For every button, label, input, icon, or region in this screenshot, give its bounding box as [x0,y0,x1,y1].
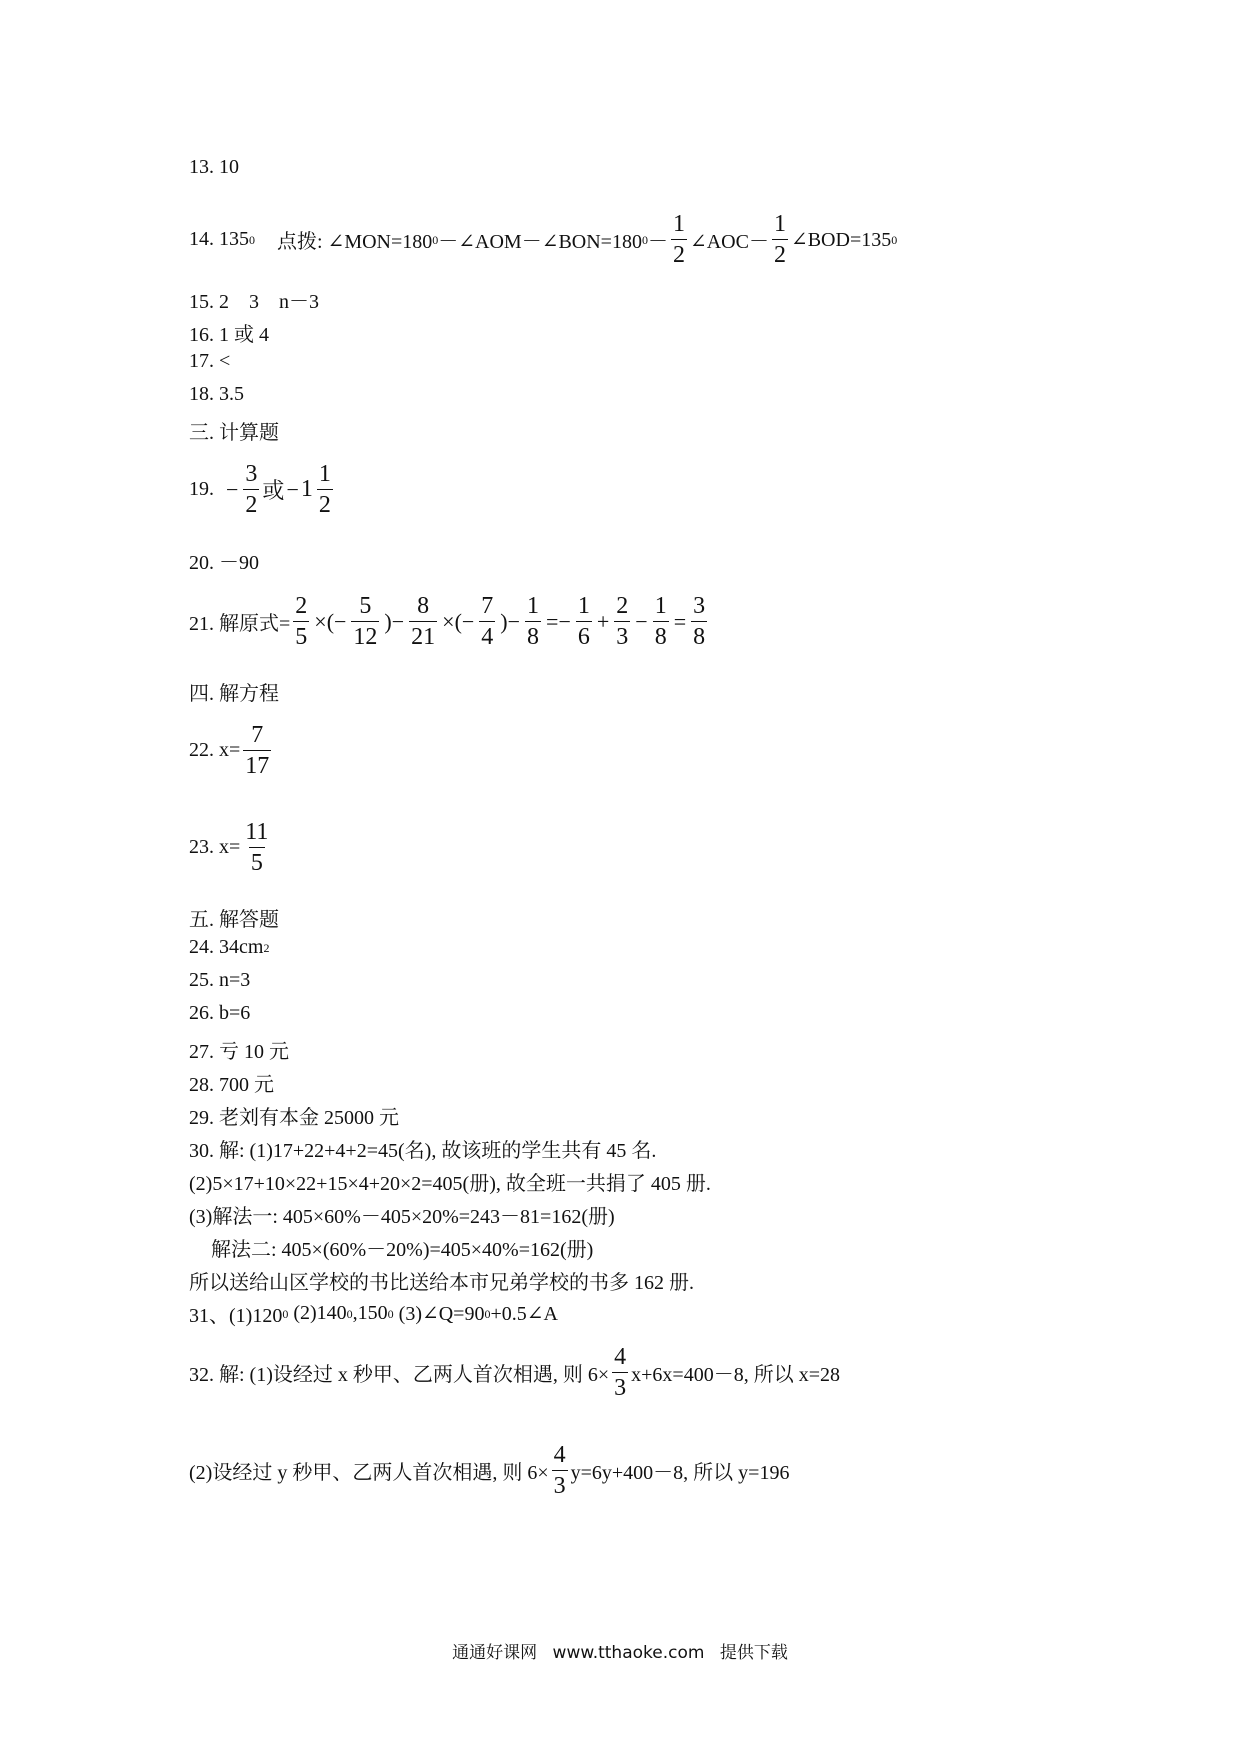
section-heading-3: 三. 计算题 [189,422,279,444]
answer-30-line-4: 解法二: 405×(60%－20%)=405×40%=162(册) [211,1239,594,1261]
answer-17: 17. < [189,350,231,372]
answer-20: 20. －90 [189,552,259,574]
answer-24: 24. 34cm 2 [189,936,270,958]
fraction: $\frac{3}{2}$ [245,461,258,518]
fraction: $\frac{1}{2}$ [773,211,786,268]
answer-32-part-1: 32. 解: (1)设经过 x 秒甲、乙两人首次相遇, 则 6× $\frac{4}{3}$ x+6x=400－8, 所以 x=28 [189,1344,840,1401]
mixed-number: 1 $\frac{1}{2}$ [300,461,331,518]
fraction: $\frac{1}{2}$ [672,211,685,268]
answer-16: 16. 1 或 4 [189,324,269,346]
answer-18: 18. 3.5 [189,383,244,405]
answer-26: 26. b=6 [189,1002,251,1024]
answer-14: 14. 135 0 点拨: ∠MON=180 0 －∠AOM－∠BON=180 0 － $\frac{1}{2}$ ∠AOC－ $\frac{1}{2}$ ∠BOD=135 0 [189,211,898,268]
footer-site-name: 通通好课网 [452,1643,538,1663]
section-heading-4: 四. 解方程 [189,683,279,705]
answer-27: 27. 亏 10 元 [189,1041,289,1063]
answer-30-line-2: (2)5×17+10×22+15×4+20×2=405(册), 故全班一共捐了 405 册. [189,1173,711,1195]
answer-21: 21. 解原式= $\frac{2}{5}$ ×(− $\frac{5}{12}$ )− $\frac{8}{21}$ ×(− $\frac{7}{4}$ )− $\frac{1}{8}$ =− $\frac{1}{6}$ + $\frac{2}{3}$ − $\frac{1}{8}$ = $\frac{3}{8}$ [189,593,706,650]
answer-30-line-3: (3)解法一: 405×60%－405×20%=243－81=162(册) [189,1206,615,1228]
answer-13: 13. 10 [189,156,239,178]
answer-23: 23. x= $\frac{11}{5}$ [189,819,269,876]
answer-15: 15. 2 3 n－3 [189,291,319,313]
page-footer [0,1638,1240,1663]
answer-19: 19. − $\frac{3}{2}$ 或 − 1 $\frac{1}{2}$ [189,462,336,517]
answer-29: 29. 老刘有本金 25000 元 [189,1107,399,1129]
answer-31: 31、(1)120 0 (2)140 0 ,150 0 (3)∠Q=90 0 +0.5∠A [189,1302,558,1327]
answer-22: 22. x= $\frac{7}{17}$ [189,722,270,779]
answer-28: 28. 700 元 [189,1074,274,1096]
answer-30-line-1: 30. 解: (1)17+22+4+2=45(名), 故该班的学生共有 45 名. [189,1140,657,1162]
footer-url: www.tthaoke.com [552,1643,705,1663]
answer-32-part-2: (2)设经过 y 秒甲、乙两人首次相遇, 则 6× $\frac{4}{3}$ y=6y+400－8, 所以 y=196 [189,1442,790,1499]
answer-25: 25. n=3 [189,969,251,991]
footer-suffix: 提供下载 [719,1643,788,1663]
answer-30-line-5: 所以送给山区学校的书比送给本市兄弟学校的书多 162 册. [189,1272,694,1294]
section-heading-5: 五. 解答题 [189,909,279,931]
